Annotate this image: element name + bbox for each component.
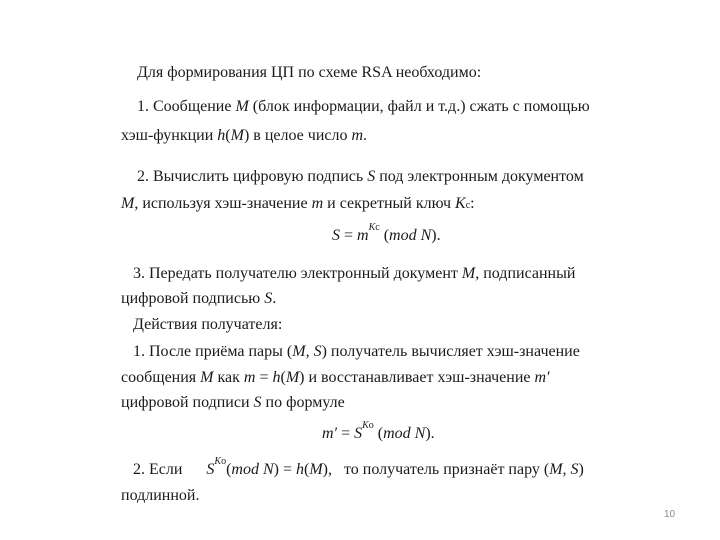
formula-exponent <box>214 456 226 467</box>
text-fragment: ) <box>243 127 250 144</box>
page-number: 10 <box>664 509 676 520</box>
math-var: mod N <box>389 227 432 244</box>
math-var: M <box>461 265 476 282</box>
formula-exponent <box>369 222 380 233</box>
text-fragment: (блок информации, файл и т.д.) сжать с помощью <box>248 98 590 115</box>
math-var: K <box>214 456 222 467</box>
math-var: mod N <box>231 461 274 478</box>
text-fragment: = <box>337 425 355 442</box>
math-var: M <box>309 461 323 478</box>
formula-recover <box>322 420 435 444</box>
text-fragment: ) <box>578 461 584 478</box>
recv2-line2 <box>121 486 199 506</box>
math-subscript: o <box>368 420 374 431</box>
math-var: S <box>367 168 376 185</box>
text-fragment: ( <box>304 461 310 478</box>
math-var: h <box>217 127 226 144</box>
text-fragment: , используя хэш-значение <box>134 195 312 212</box>
math-var: S <box>354 425 363 442</box>
math-var: K <box>455 195 466 212</box>
text-fragment: хэш-функции <box>121 127 218 144</box>
math-var: S <box>253 394 262 411</box>
text-fragment: . <box>363 127 368 144</box>
heading-text: Действия получателя: <box>133 316 283 333</box>
text-fragment: ( <box>379 227 390 244</box>
text-fragment: и восстанавливает хэш-значение <box>304 369 535 386</box>
math-var: m <box>311 195 324 212</box>
text-fragment: 2. Если <box>133 461 207 478</box>
receiver-heading <box>133 315 282 335</box>
text-fragment: ) получатель вычисляет хэш-значение <box>321 343 580 360</box>
text-fragment: ) <box>299 369 305 386</box>
text-fragment: цифровой подписи <box>121 394 254 411</box>
math-var: h <box>272 369 281 386</box>
text-fragment: и секретный ключ <box>323 195 456 212</box>
math-var: m′ <box>322 425 338 442</box>
math-var: mod N <box>383 425 426 442</box>
recv1-line3 <box>121 393 345 413</box>
text-fragment: = <box>255 369 273 386</box>
formula-signature <box>332 222 441 246</box>
text-fragment: по формуле <box>261 394 345 411</box>
math-var: K <box>368 222 376 233</box>
text-fragment: ( <box>280 369 286 386</box>
math-var: M, S <box>549 461 579 478</box>
step2-line2 <box>121 194 475 216</box>
math-var: m <box>351 127 364 144</box>
math-subscript: c <box>375 222 380 233</box>
math-var: m′ <box>534 369 550 386</box>
text-fragment: как <box>213 369 244 386</box>
text-fragment: = <box>340 227 358 244</box>
math-var: M <box>121 195 135 212</box>
text-fragment: ). <box>431 227 441 244</box>
math-var: S <box>332 227 340 244</box>
math-var: M <box>235 98 249 115</box>
step1-line2 <box>121 126 367 146</box>
recv1-line1 <box>133 342 580 362</box>
text-fragment: 1. После приёма пары ( <box>133 343 293 360</box>
math-var: m <box>243 369 256 386</box>
text-fragment: ) = <box>273 461 297 478</box>
step3-line2 <box>121 289 276 309</box>
math-var: M <box>230 127 244 144</box>
text-fragment: : <box>470 195 475 212</box>
text-fragment: в целое число <box>249 127 352 144</box>
text-fragment: ( <box>225 127 231 144</box>
math-var: h <box>296 461 305 478</box>
math-var: K <box>362 420 369 431</box>
text-fragment: сообщения <box>121 369 201 386</box>
text-fragment: то получатель признаёт пару ( <box>332 461 550 478</box>
step3-line1 <box>133 264 575 284</box>
math-subscript: c <box>465 200 471 211</box>
recv2-line1 <box>133 456 584 480</box>
math-subscript: o <box>221 456 227 467</box>
text-fragment: ), <box>322 461 332 478</box>
text-fragment: 3. Передать получателю электронный документ <box>133 265 462 282</box>
text-fragment: ( <box>373 425 384 442</box>
recv1-line2 <box>121 368 550 388</box>
text-fragment: подлинной. <box>121 487 200 504</box>
text-fragment: 2. Вычислить цифровую подпись <box>137 168 368 185</box>
text-fragment: под электронным документом <box>375 168 584 185</box>
text-fragment: , подписанный <box>475 265 576 282</box>
text-fragment: 1. Сообщение <box>137 98 236 115</box>
math-var: S <box>206 461 215 478</box>
math-var: M <box>285 369 300 386</box>
step1-line1 <box>137 97 590 117</box>
formula-exponent <box>362 420 374 431</box>
text-fragment: цифровой подписью <box>121 290 265 307</box>
text-fragment: ). <box>425 425 435 442</box>
text-fragment: ( <box>226 461 232 478</box>
math-var: S <box>264 290 273 307</box>
intro-label: Для формирования ЦП по схеме RSA необходимо: <box>137 64 482 81</box>
math-var: M <box>200 369 214 386</box>
text-fragment: . <box>272 290 277 307</box>
math-var: m <box>357 227 369 244</box>
step2-line1 <box>137 167 584 187</box>
intro-text <box>137 63 481 83</box>
math-var: M, S <box>292 343 322 360</box>
